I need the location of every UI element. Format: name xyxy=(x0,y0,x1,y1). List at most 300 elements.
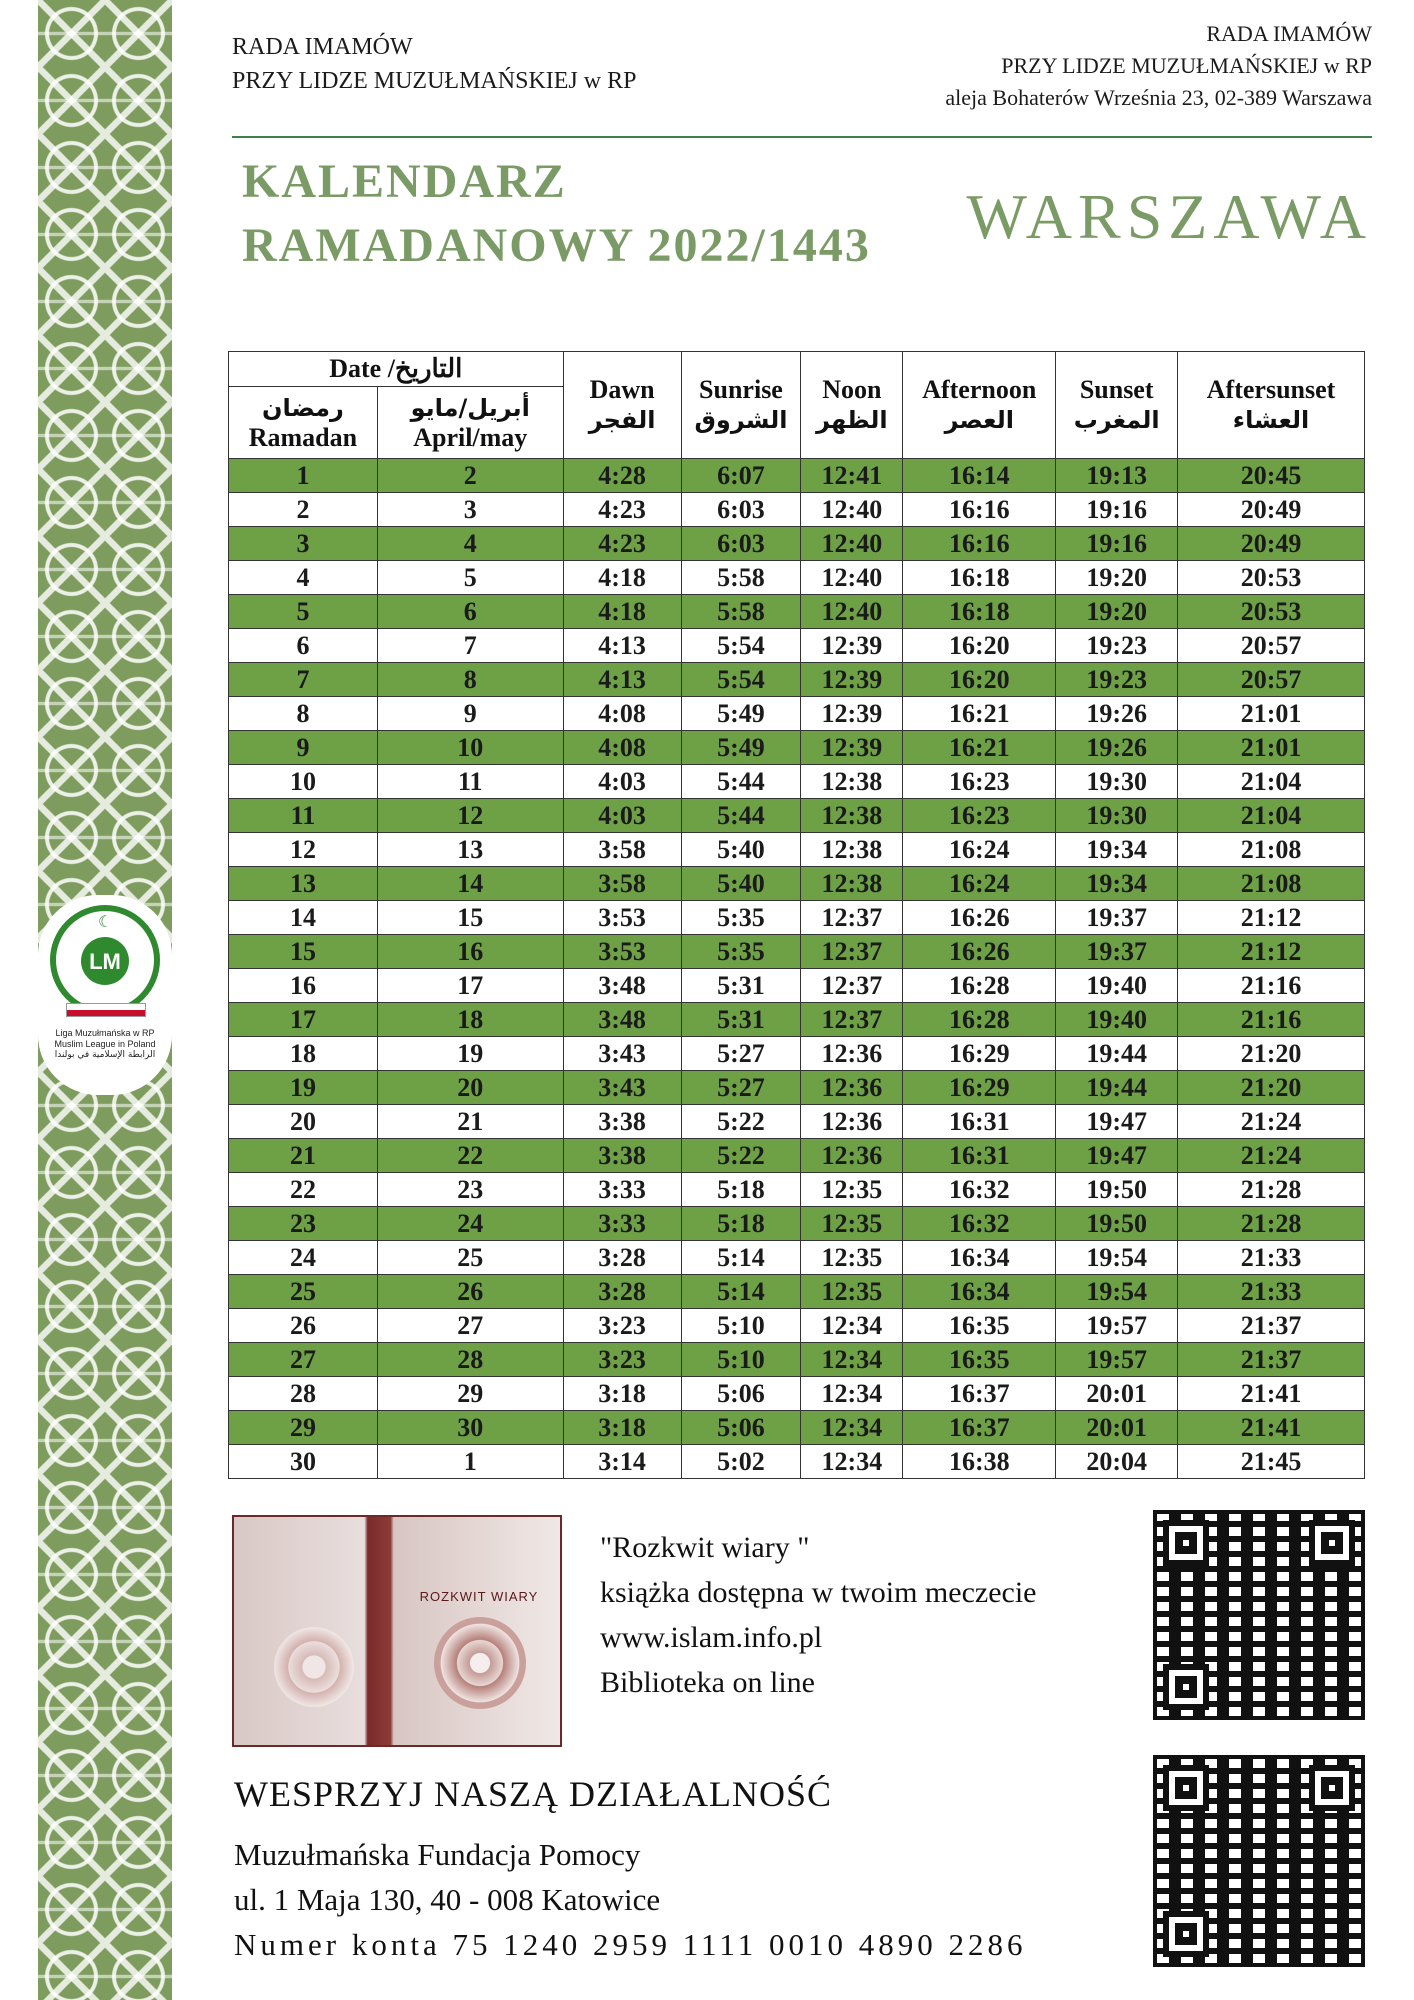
sunrise-time-cell: 5:54 xyxy=(681,663,801,697)
sunset-time-cell: 19:26 xyxy=(1056,697,1178,731)
aftersunset-time-cell: 21:33 xyxy=(1178,1275,1365,1309)
aftersunset-time-cell: 20:49 xyxy=(1178,493,1365,527)
sunrise-time-cell: 5:44 xyxy=(681,799,801,833)
table-row xyxy=(229,867,1365,901)
header-left-line2: PRZY LIDZE MUZUŁMAŃSKIEJ w RP xyxy=(232,68,637,94)
table-row xyxy=(229,527,1365,561)
table-row xyxy=(229,935,1365,969)
ramadan-day-cell: 25 xyxy=(229,1275,378,1309)
noon-time-cell: 12:36 xyxy=(801,1139,903,1173)
dawn-time-cell: 4:13 xyxy=(563,629,681,663)
book-cover-image xyxy=(232,1515,562,1747)
sunset-time-cell: 20:01 xyxy=(1056,1411,1178,1445)
gregorian-day-cell: 29 xyxy=(377,1377,563,1411)
gregorian-day-cell: 6 xyxy=(377,595,563,629)
table-row xyxy=(229,765,1365,799)
aftersunset-time-cell: 20:49 xyxy=(1178,527,1365,561)
foundation-name: Muzułmańska Fundacja Pomocy xyxy=(234,1837,641,1872)
sunset-time-cell: 19:34 xyxy=(1056,833,1178,867)
noon-time-cell: 12:36 xyxy=(801,1071,903,1105)
sunrise-time-cell: 5:22 xyxy=(681,1139,801,1173)
prayer-times-body xyxy=(229,459,1365,1479)
table-row xyxy=(229,799,1365,833)
noon-time-cell: 12:41 xyxy=(801,459,903,493)
aftersunset-time-cell: 20:45 xyxy=(1178,459,1365,493)
noon-time-cell: 12:39 xyxy=(801,731,903,765)
table-row xyxy=(229,561,1365,595)
aftersunset-time-cell: 21:01 xyxy=(1178,697,1365,731)
ramadan-day-cell: 1 xyxy=(229,459,378,493)
ramadan-day-cell: 2 xyxy=(229,493,378,527)
gregorian-day-cell: 17 xyxy=(377,969,563,1003)
ramadan-day-cell: 17 xyxy=(229,1003,378,1037)
dawn-time-cell: 4:23 xyxy=(563,493,681,527)
header-address: aleja Bohaterów Września 23, 02-389 Warszawa xyxy=(945,85,1372,110)
noon-time-cell: 12:35 xyxy=(801,1207,903,1241)
table-row xyxy=(229,969,1365,1003)
dawn-time-cell: 4:13 xyxy=(563,663,681,697)
crescent-icon: ☾ xyxy=(98,914,113,931)
table-row xyxy=(229,1411,1365,1445)
dawn-time-cell: 4:18 xyxy=(563,595,681,629)
table-row xyxy=(229,1445,1365,1479)
sunrise-time-cell: 5:49 xyxy=(681,697,801,731)
sunrise-time-cell: 6:03 xyxy=(681,493,801,527)
gregorian-day-cell: 21 xyxy=(377,1105,563,1139)
gregorian-day-cell: 23 xyxy=(377,1173,563,1207)
sunset-time-cell: 19:23 xyxy=(1056,663,1178,697)
afternoon-time-cell: 16:18 xyxy=(903,561,1056,595)
afternoon-time-cell: 16:37 xyxy=(903,1377,1056,1411)
dawn-time-cell: 3:58 xyxy=(563,867,681,901)
sunrise-time-cell: 5:06 xyxy=(681,1411,801,1445)
col-afternoon-header: Afternoon العصر xyxy=(903,352,1056,459)
gregorian-day-cell: 14 xyxy=(377,867,563,901)
noon-time-cell: 12:37 xyxy=(801,935,903,969)
afternoon-time-cell: 16:34 xyxy=(903,1275,1056,1309)
noon-time-cell: 12:37 xyxy=(801,1003,903,1037)
ramadan-day-cell: 29 xyxy=(229,1411,378,1445)
ramadan-day-cell: 22 xyxy=(229,1173,378,1207)
ramadan-day-cell: 28 xyxy=(229,1377,378,1411)
sunset-time-cell: 19:37 xyxy=(1056,935,1178,969)
ramadan-day-cell: 13 xyxy=(229,867,378,901)
page-title xyxy=(242,150,871,278)
sunrise-time-cell: 5:44 xyxy=(681,765,801,799)
afternoon-time-cell: 16:24 xyxy=(903,867,1056,901)
qr-code-book[interactable] xyxy=(1153,1510,1365,1720)
afternoon-time-cell: 16:21 xyxy=(903,697,1056,731)
dawn-time-cell: 4:03 xyxy=(563,799,681,833)
ramadan-day-cell: 8 xyxy=(229,697,378,731)
sunset-time-cell: 19:16 xyxy=(1056,527,1178,561)
table-row xyxy=(229,697,1365,731)
aftersunset-time-cell: 21:12 xyxy=(1178,901,1365,935)
sunset-time-cell: 19:44 xyxy=(1056,1037,1178,1071)
noon-time-cell: 12:36 xyxy=(801,1105,903,1139)
dawn-time-cell: 3:33 xyxy=(563,1173,681,1207)
aftersunset-time-cell: 21:08 xyxy=(1178,867,1365,901)
dawn-time-cell: 3:48 xyxy=(563,969,681,1003)
dawn-time-cell: 3:28 xyxy=(563,1275,681,1309)
qr-code-donation[interactable] xyxy=(1153,1755,1365,1967)
dawn-time-cell: 3:23 xyxy=(563,1343,681,1377)
dawn-time-cell: 4:03 xyxy=(563,765,681,799)
sunrise-time-cell: 5:22 xyxy=(681,1105,801,1139)
aftersunset-time-cell: 20:57 xyxy=(1178,629,1365,663)
sunset-time-cell: 19:54 xyxy=(1056,1241,1178,1275)
gregorian-day-cell: 10 xyxy=(377,731,563,765)
gregorian-day-cell: 26 xyxy=(377,1275,563,1309)
header-right xyxy=(945,18,1372,114)
dawn-time-cell: 4:08 xyxy=(563,731,681,765)
noon-time-cell: 12:34 xyxy=(801,1445,903,1479)
table-row xyxy=(229,1071,1365,1105)
gregorian-day-cell: 9 xyxy=(377,697,563,731)
col-sunset-header: Sunset المغرب xyxy=(1056,352,1178,459)
ramadan-day-cell: 24 xyxy=(229,1241,378,1275)
ramadan-day-cell: 12 xyxy=(229,833,378,867)
polish-flag-ribbon xyxy=(66,1003,146,1017)
dawn-time-cell: 3:53 xyxy=(563,901,681,935)
sunrise-time-cell: 5:54 xyxy=(681,629,801,663)
aftersunset-time-cell: 21:16 xyxy=(1178,969,1365,1003)
gregorian-day-cell: 28 xyxy=(377,1343,563,1377)
aftersunset-time-cell: 21:08 xyxy=(1178,833,1365,867)
ramadan-day-cell: 5 xyxy=(229,595,378,629)
sunset-time-cell: 19:30 xyxy=(1056,765,1178,799)
sunset-time-cell: 19:47 xyxy=(1056,1139,1178,1173)
sunrise-time-cell: 5:31 xyxy=(681,969,801,1003)
dawn-time-cell: 3:28 xyxy=(563,1241,681,1275)
afternoon-time-cell: 16:35 xyxy=(903,1309,1056,1343)
ramadan-day-cell: 9 xyxy=(229,731,378,765)
aftersunset-time-cell: 21:37 xyxy=(1178,1309,1365,1343)
ramadan-day-cell: 21 xyxy=(229,1139,378,1173)
dawn-time-cell: 3:38 xyxy=(563,1105,681,1139)
col-ramadan-header: رمضان Ramadan xyxy=(229,387,378,459)
foundation-address: ul. 1 Maja 130, 40 - 008 Katowice xyxy=(234,1882,661,1917)
noon-time-cell: 12:35 xyxy=(801,1173,903,1207)
gregorian-day-cell: 7 xyxy=(377,629,563,663)
sunrise-time-cell: 5:10 xyxy=(681,1343,801,1377)
gregorian-day-cell: 13 xyxy=(377,833,563,867)
aftersunset-time-cell: 21:45 xyxy=(1178,1445,1365,1479)
dawn-time-cell: 4:18 xyxy=(563,561,681,595)
sunset-time-cell: 19:20 xyxy=(1056,595,1178,629)
col-dawn-header: Dawn الفجر xyxy=(563,352,681,459)
ramadan-day-cell: 15 xyxy=(229,935,378,969)
sunrise-time-cell: 5:49 xyxy=(681,731,801,765)
support-details xyxy=(234,1832,1027,1967)
aftersunset-time-cell: 21:28 xyxy=(1178,1173,1365,1207)
sunset-time-cell: 19:30 xyxy=(1056,799,1178,833)
afternoon-time-cell: 16:20 xyxy=(903,663,1056,697)
noon-time-cell: 12:38 xyxy=(801,799,903,833)
dawn-time-cell: 3:43 xyxy=(563,1037,681,1071)
afternoon-time-cell: 16:16 xyxy=(903,527,1056,561)
dawn-time-cell: 3:38 xyxy=(563,1139,681,1173)
gregorian-day-cell: 27 xyxy=(377,1309,563,1343)
table-row xyxy=(229,459,1365,493)
noon-time-cell: 12:38 xyxy=(801,867,903,901)
sunrise-time-cell: 5:58 xyxy=(681,561,801,595)
dawn-time-cell: 4:23 xyxy=(563,527,681,561)
gregorian-day-cell: 30 xyxy=(377,1411,563,1445)
afternoon-time-cell: 16:26 xyxy=(903,935,1056,969)
afternoon-time-cell: 16:32 xyxy=(903,1173,1056,1207)
noon-time-cell: 12:34 xyxy=(801,1309,903,1343)
sunrise-time-cell: 5:27 xyxy=(681,1037,801,1071)
sunset-time-cell: 19:57 xyxy=(1056,1343,1178,1377)
ramadan-day-cell: 30 xyxy=(229,1445,378,1479)
ramadan-day-cell: 4 xyxy=(229,561,378,595)
ramadan-day-cell: 3 xyxy=(229,527,378,561)
aftersunset-time-cell: 21:37 xyxy=(1178,1343,1365,1377)
aftersunset-time-cell: 21:24 xyxy=(1178,1139,1365,1173)
ramadan-day-cell: 19 xyxy=(229,1071,378,1105)
gregorian-day-cell: 3 xyxy=(377,493,563,527)
afternoon-time-cell: 16:28 xyxy=(903,969,1056,1003)
sunset-time-cell: 19:37 xyxy=(1056,901,1178,935)
aftersunset-time-cell: 20:57 xyxy=(1178,663,1365,697)
aftersunset-time-cell: 21:04 xyxy=(1178,799,1365,833)
aftersunset-time-cell: 21:12 xyxy=(1178,935,1365,969)
ramadan-day-cell: 6 xyxy=(229,629,378,663)
sunset-time-cell: 19:13 xyxy=(1056,459,1178,493)
afternoon-time-cell: 16:21 xyxy=(903,731,1056,765)
afternoon-time-cell: 16:28 xyxy=(903,1003,1056,1037)
header-right-line2: PRZY LIDZE MUZUŁMAŃSKIEJ w RP xyxy=(1001,53,1372,78)
dawn-time-cell: 3:18 xyxy=(563,1377,681,1411)
logo-initials: LM xyxy=(81,937,129,985)
sunset-time-cell: 19:47 xyxy=(1056,1105,1178,1139)
gregorian-day-cell: 8 xyxy=(377,663,563,697)
afternoon-time-cell: 16:31 xyxy=(903,1105,1056,1139)
sunrise-time-cell: 5:18 xyxy=(681,1207,801,1241)
gregorian-day-cell: 24 xyxy=(377,1207,563,1241)
gregorian-day-cell: 2 xyxy=(377,459,563,493)
book-back-ornament xyxy=(274,1627,354,1707)
table-row xyxy=(229,1037,1365,1071)
noon-time-cell: 12:40 xyxy=(801,493,903,527)
aftersunset-time-cell: 21:41 xyxy=(1178,1411,1365,1445)
table-row xyxy=(229,595,1365,629)
table-row xyxy=(229,1139,1365,1173)
dawn-time-cell: 3:23 xyxy=(563,1309,681,1343)
book-spine xyxy=(369,1527,391,1737)
noon-time-cell: 12:39 xyxy=(801,697,903,731)
noon-time-cell: 12:40 xyxy=(801,527,903,561)
aftersunset-time-cell: 21:20 xyxy=(1178,1037,1365,1071)
aftersunset-time-cell: 21:01 xyxy=(1178,731,1365,765)
sunrise-time-cell: 6:07 xyxy=(681,459,801,493)
sunset-time-cell: 19:40 xyxy=(1056,969,1178,1003)
afternoon-time-cell: 16:20 xyxy=(903,629,1056,663)
table-row xyxy=(229,901,1365,935)
ramadan-day-cell: 18 xyxy=(229,1037,378,1071)
afternoon-time-cell: 16:16 xyxy=(903,493,1056,527)
table-row xyxy=(229,663,1365,697)
noon-time-cell: 12:34 xyxy=(801,1343,903,1377)
sunset-time-cell: 20:04 xyxy=(1056,1445,1178,1479)
afternoon-time-cell: 16:18 xyxy=(903,595,1056,629)
table-row xyxy=(229,1275,1365,1309)
muslim-league-logo xyxy=(50,905,160,1015)
sunrise-time-cell: 5:40 xyxy=(681,867,801,901)
gregorian-day-cell: 20 xyxy=(377,1071,563,1105)
gregorian-day-cell: 1 xyxy=(377,1445,563,1479)
gregorian-day-cell: 12 xyxy=(377,799,563,833)
afternoon-time-cell: 16:24 xyxy=(903,833,1056,867)
sunrise-time-cell: 5:31 xyxy=(681,1003,801,1037)
ramadan-day-cell: 23 xyxy=(229,1207,378,1241)
gregorian-day-cell: 4 xyxy=(377,527,563,561)
table-row xyxy=(229,1173,1365,1207)
sunrise-time-cell: 5:10 xyxy=(681,1309,801,1343)
sunset-time-cell: 19:20 xyxy=(1056,561,1178,595)
header-left-line1: RADA IMAMÓW xyxy=(232,34,413,60)
afternoon-time-cell: 16:29 xyxy=(903,1037,1056,1071)
dawn-time-cell: 4:28 xyxy=(563,459,681,493)
gregorian-day-cell: 25 xyxy=(377,1241,563,1275)
ramadan-day-cell: 26 xyxy=(229,1309,378,1343)
table-row xyxy=(229,731,1365,765)
table-row xyxy=(229,1241,1365,1275)
city-title: WARSZAWA xyxy=(966,181,1372,252)
afternoon-time-cell: 16:23 xyxy=(903,765,1056,799)
afternoon-time-cell: 16:31 xyxy=(903,1139,1056,1173)
table-row xyxy=(229,493,1365,527)
support-heading: WESPRZYJ NASZĄ DZIAŁALNOŚĆ xyxy=(234,1774,833,1814)
table-row xyxy=(229,1343,1365,1377)
promo-availability: książka dostępna w twoim meczecie xyxy=(600,1576,1037,1609)
aftersunset-time-cell: 21:20 xyxy=(1178,1071,1365,1105)
sunrise-time-cell: 5:35 xyxy=(681,935,801,969)
afternoon-time-cell: 16:14 xyxy=(903,459,1056,493)
aftersunset-time-cell: 21:33 xyxy=(1178,1241,1365,1275)
dawn-time-cell: 3:58 xyxy=(563,833,681,867)
sunset-time-cell: 19:44 xyxy=(1056,1071,1178,1105)
sunrise-time-cell: 5:27 xyxy=(681,1071,801,1105)
noon-time-cell: 12:34 xyxy=(801,1377,903,1411)
noon-time-cell: 12:35 xyxy=(801,1241,903,1275)
sunrise-time-cell: 5:06 xyxy=(681,1377,801,1411)
noon-time-cell: 12:38 xyxy=(801,833,903,867)
book-title: ROZKWIT WIARY xyxy=(419,1589,539,1604)
promo-title: "Rozkwit wiary " xyxy=(600,1531,810,1564)
afternoon-time-cell: 16:32 xyxy=(903,1207,1056,1241)
title-line1: KALENDARZ xyxy=(242,155,567,208)
book-promo xyxy=(600,1525,1037,1705)
dawn-time-cell: 3:53 xyxy=(563,935,681,969)
table-row xyxy=(229,1309,1365,1343)
gregorian-day-cell: 11 xyxy=(377,765,563,799)
aftersunset-time-cell: 20:53 xyxy=(1178,595,1365,629)
col-month-header: أبريل/مايو April/may xyxy=(377,387,563,459)
sunset-time-cell: 19:54 xyxy=(1056,1275,1178,1309)
afternoon-time-cell: 16:38 xyxy=(903,1445,1056,1479)
sunset-time-cell: 19:57 xyxy=(1056,1309,1178,1343)
afternoon-time-cell: 16:37 xyxy=(903,1411,1056,1445)
ramadan-day-cell: 14 xyxy=(229,901,378,935)
afternoon-time-cell: 16:34 xyxy=(903,1241,1056,1275)
sunset-time-cell: 19:34 xyxy=(1056,867,1178,901)
gregorian-day-cell: 16 xyxy=(377,935,563,969)
dawn-time-cell: 3:33 xyxy=(563,1207,681,1241)
dawn-time-cell: 3:48 xyxy=(563,1003,681,1037)
ramadan-day-cell: 11 xyxy=(229,799,378,833)
ramadan-day-cell: 20 xyxy=(229,1105,378,1139)
header-left xyxy=(232,30,636,98)
afternoon-time-cell: 16:35 xyxy=(903,1343,1056,1377)
aftersunset-time-cell: 21:41 xyxy=(1178,1377,1365,1411)
sunrise-time-cell: 5:58 xyxy=(681,595,801,629)
noon-time-cell: 12:40 xyxy=(801,595,903,629)
aftersunset-time-cell: 21:16 xyxy=(1178,1003,1365,1037)
afternoon-time-cell: 16:29 xyxy=(903,1071,1056,1105)
promo-website[interactable]: www.islam.info.pl xyxy=(600,1621,823,1654)
noon-time-cell: 12:38 xyxy=(801,765,903,799)
ramadan-day-cell: 16 xyxy=(229,969,378,1003)
noon-time-cell: 12:40 xyxy=(801,561,903,595)
table-row xyxy=(229,629,1365,663)
table-row xyxy=(229,1377,1365,1411)
noon-time-cell: 12:37 xyxy=(801,901,903,935)
bank-account: Numer konta 75 1240 2959 1111 0010 4890 2286 xyxy=(234,1927,1027,1962)
afternoon-time-cell: 16:23 xyxy=(903,799,1056,833)
sunrise-time-cell: 5:35 xyxy=(681,901,801,935)
afternoon-time-cell: 16:26 xyxy=(903,901,1056,935)
dawn-time-cell: 3:14 xyxy=(563,1445,681,1479)
dawn-time-cell: 3:18 xyxy=(563,1411,681,1445)
noon-time-cell: 12:39 xyxy=(801,629,903,663)
noon-time-cell: 12:39 xyxy=(801,663,903,697)
table-row xyxy=(229,1207,1365,1241)
noon-time-cell: 12:37 xyxy=(801,969,903,1003)
col-sunrise-header: Sunrise الشروق xyxy=(681,352,801,459)
sunset-time-cell: 20:01 xyxy=(1056,1377,1178,1411)
table-row xyxy=(229,1003,1365,1037)
sunrise-time-cell: 5:14 xyxy=(681,1241,801,1275)
noon-time-cell: 12:34 xyxy=(801,1411,903,1445)
dawn-time-cell: 4:08 xyxy=(563,697,681,731)
table-row xyxy=(229,833,1365,867)
sunrise-time-cell: 5:18 xyxy=(681,1173,801,1207)
sunset-time-cell: 19:50 xyxy=(1056,1173,1178,1207)
sunset-time-cell: 19:23 xyxy=(1056,629,1178,663)
gregorian-day-cell: 19 xyxy=(377,1037,563,1071)
dawn-time-cell: 3:43 xyxy=(563,1071,681,1105)
aftersunset-time-cell: 21:04 xyxy=(1178,765,1365,799)
table-row xyxy=(229,1105,1365,1139)
ramadan-day-cell: 10 xyxy=(229,765,378,799)
header-divider xyxy=(232,136,1372,138)
noon-time-cell: 12:35 xyxy=(801,1275,903,1309)
aftersunset-time-cell: 20:53 xyxy=(1178,561,1365,595)
col-aftersunset-header: Aftersunset العشاء xyxy=(1178,352,1365,459)
gregorian-day-cell: 18 xyxy=(377,1003,563,1037)
noon-time-cell: 12:36 xyxy=(801,1037,903,1071)
sunrise-time-cell: 6:03 xyxy=(681,527,801,561)
aftersunset-time-cell: 21:24 xyxy=(1178,1105,1365,1139)
aftersunset-time-cell: 21:28 xyxy=(1178,1207,1365,1241)
sunrise-time-cell: 5:40 xyxy=(681,833,801,867)
logo-caption: Liga Muzułmańska w RP Muslim League in Poland الرابطة الإسلامية في بولندا xyxy=(54,1028,156,1060)
gregorian-day-cell: 22 xyxy=(377,1139,563,1173)
sunrise-time-cell: 5:02 xyxy=(681,1445,801,1479)
sunset-time-cell: 19:40 xyxy=(1056,1003,1178,1037)
